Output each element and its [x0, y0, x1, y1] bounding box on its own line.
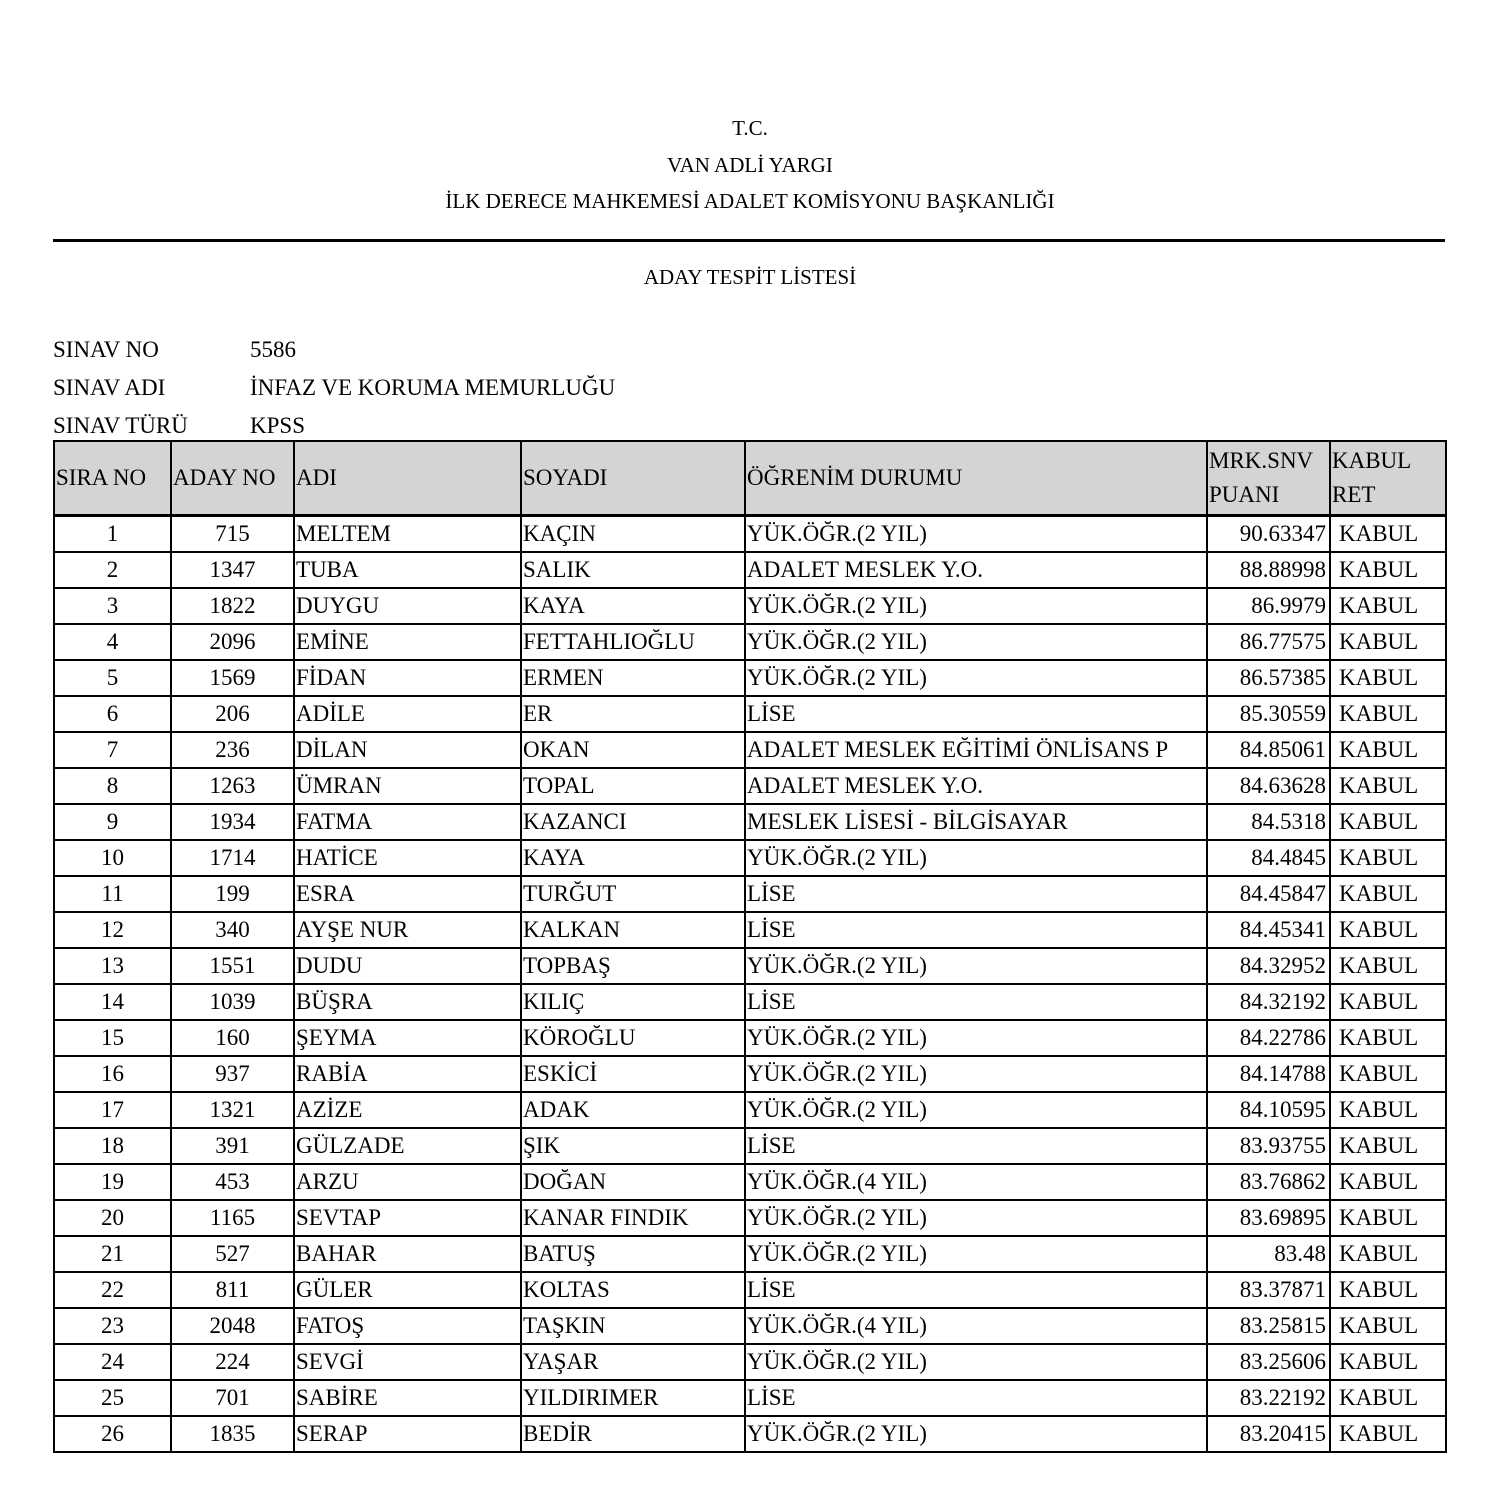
cell-puan: 84.32192 — [1207, 984, 1330, 1020]
table-row — [54, 588, 1446, 624]
cell-puan: 83.37871 — [1207, 1272, 1330, 1308]
cell-adi: DUDU — [294, 948, 521, 984]
cell-sira-no: 16 — [54, 1056, 171, 1092]
cell-puan: 88.88998 — [1207, 552, 1330, 588]
cell-kabul-ret: KABUL — [1330, 1020, 1446, 1056]
cell-kabul-ret: KABUL — [1330, 732, 1446, 768]
cell-sira-no: 22 — [54, 1272, 171, 1308]
cell-ogrenim: LİSE — [745, 1128, 1207, 1164]
cell-adi: MELTEM — [294, 516, 521, 553]
cell-puan: 84.14788 — [1207, 1056, 1330, 1092]
table-row — [54, 1164, 1446, 1200]
cell-kabul-ret: KABUL — [1330, 1056, 1446, 1092]
cell-puan: 83.20415 — [1207, 1416, 1330, 1452]
cell-puan: 83.25815 — [1207, 1308, 1330, 1344]
table-row — [54, 876, 1446, 912]
cell-ogrenim: YÜK.ÖĞR.(2 YIL) — [745, 1416, 1207, 1452]
cell-kabul-ret: KABUL — [1330, 696, 1446, 732]
cell-soyadi: KAÇIN — [521, 516, 745, 553]
cell-sira-no: 3 — [54, 588, 171, 624]
cell-aday-no: 199 — [171, 876, 294, 912]
cell-puan: 86.9979 — [1207, 588, 1330, 624]
exam-type-row — [53, 413, 305, 439]
cell-adi: FATOŞ — [294, 1308, 521, 1344]
col-header-adi: ADI — [294, 441, 521, 516]
cell-kabul-ret: KABUL — [1330, 588, 1446, 624]
cell-puan: 90.63347 — [1207, 516, 1330, 553]
header-divider — [53, 239, 1445, 242]
cell-ogrenim: YÜK.ÖĞR.(4 YIL) — [745, 1164, 1207, 1200]
cell-soyadi: KANAR FINDIK — [521, 1200, 745, 1236]
cell-sira-no: 17 — [54, 1092, 171, 1128]
cell-kabul-ret: KABUL — [1330, 1092, 1446, 1128]
table-row — [54, 516, 1446, 553]
cell-kabul-ret: KABUL — [1330, 1416, 1446, 1452]
cell-puan: 84.45847 — [1207, 876, 1330, 912]
cell-aday-no: 1039 — [171, 984, 294, 1020]
cell-puan: 85.30559 — [1207, 696, 1330, 732]
cell-sira-no: 2 — [54, 552, 171, 588]
cell-adi: HATİCE — [294, 840, 521, 876]
cell-soyadi: ADAK — [521, 1092, 745, 1128]
cell-puan: 83.69895 — [1207, 1200, 1330, 1236]
table-row — [54, 1200, 1446, 1236]
cell-puan: 84.45341 — [1207, 912, 1330, 948]
cell-sira-no: 26 — [54, 1416, 171, 1452]
cell-adi: FATMA — [294, 804, 521, 840]
table-row — [54, 768, 1446, 804]
cell-sira-no: 9 — [54, 804, 171, 840]
cell-sira-no: 10 — [54, 840, 171, 876]
cell-aday-no: 2096 — [171, 624, 294, 660]
table-row — [54, 660, 1446, 696]
cell-soyadi: OKAN — [521, 732, 745, 768]
cell-kabul-ret: KABUL — [1330, 1200, 1446, 1236]
cell-soyadi: DOĞAN — [521, 1164, 745, 1200]
cell-puan: 84.10595 — [1207, 1092, 1330, 1128]
cell-aday-no: 1263 — [171, 768, 294, 804]
cell-adi: ARZU — [294, 1164, 521, 1200]
table-row — [54, 1416, 1446, 1452]
cell-aday-no: 236 — [171, 732, 294, 768]
exam-no-label: SINAV NO — [53, 337, 159, 362]
cell-soyadi: TURĞUT — [521, 876, 745, 912]
cell-puan: 83.76862 — [1207, 1164, 1330, 1200]
table-row — [54, 1020, 1446, 1056]
cell-ogrenim: ADALET MESLEK Y.O. — [745, 768, 1207, 804]
table-row — [54, 732, 1446, 768]
table-row — [54, 624, 1446, 660]
cell-aday-no: 937 — [171, 1056, 294, 1092]
cell-ogrenim: ADALET MESLEK EĞİTİMİ ÖNLİSANS P — [745, 732, 1207, 768]
cell-aday-no: 1835 — [171, 1416, 294, 1452]
cell-ogrenim: YÜK.ÖĞR.(2 YIL) — [745, 1200, 1207, 1236]
cell-ogrenim: LİSE — [745, 1380, 1207, 1416]
header-tc: T.C. — [732, 116, 768, 140]
cell-soyadi: TOPBAŞ — [521, 948, 745, 984]
cell-sira-no: 14 — [54, 984, 171, 1020]
cell-sira-no: 5 — [54, 660, 171, 696]
cell-adi: SERAP — [294, 1416, 521, 1452]
cell-puan: 84.4845 — [1207, 840, 1330, 876]
cell-puan: 86.57385 — [1207, 660, 1330, 696]
cell-ogrenim: LİSE — [745, 1272, 1207, 1308]
cell-aday-no: 1569 — [171, 660, 294, 696]
table-row — [54, 804, 1446, 840]
table-row — [54, 552, 1446, 588]
cell-sira-no: 23 — [54, 1308, 171, 1344]
col-header-kabul-line2: RET — [1332, 482, 1376, 507]
table-row — [54, 912, 1446, 948]
cell-adi: GÜLER — [294, 1272, 521, 1308]
cell-puan: 84.22786 — [1207, 1020, 1330, 1056]
cell-puan: 83.48 — [1207, 1236, 1330, 1272]
cell-soyadi: KOLTAS — [521, 1272, 745, 1308]
cell-kabul-ret: KABUL — [1330, 1272, 1446, 1308]
cell-ogrenim: YÜK.ÖĞR.(2 YIL) — [745, 948, 1207, 984]
cell-soyadi: KÖROĞLU — [521, 1020, 745, 1056]
exam-no-value: 5586 — [250, 337, 296, 362]
cell-soyadi: BEDİR — [521, 1416, 745, 1452]
cell-ogrenim: YÜK.ÖĞR.(2 YIL) — [745, 1020, 1207, 1056]
cell-ogrenim: LİSE — [745, 984, 1207, 1020]
cell-aday-no: 1714 — [171, 840, 294, 876]
exam-no-row — [53, 337, 296, 363]
cell-kabul-ret: KABUL — [1330, 624, 1446, 660]
cell-ogrenim: YÜK.ÖĞR.(2 YIL) — [745, 660, 1207, 696]
cell-adi: FİDAN — [294, 660, 521, 696]
cell-adi: DİLAN — [294, 732, 521, 768]
cell-aday-no: 1934 — [171, 804, 294, 840]
cell-sira-no: 7 — [54, 732, 171, 768]
table-row — [54, 840, 1446, 876]
cell-kabul-ret: KABUL — [1330, 804, 1446, 840]
exam-type-value: KPSS — [250, 413, 305, 438]
cell-kabul-ret: KABUL — [1330, 1236, 1446, 1272]
cell-ogrenim: YÜK.ÖĞR.(2 YIL) — [745, 1056, 1207, 1092]
cell-adi: BAHAR — [294, 1236, 521, 1272]
cell-puan: 84.85061 — [1207, 732, 1330, 768]
cell-kabul-ret: KABUL — [1330, 768, 1446, 804]
cell-puan: 86.77575 — [1207, 624, 1330, 660]
cell-puan: 84.32952 — [1207, 948, 1330, 984]
table-header-row — [54, 441, 1446, 516]
cell-aday-no: 527 — [171, 1236, 294, 1272]
cell-kabul-ret: KABUL — [1330, 1380, 1446, 1416]
cell-adi: ADİLE — [294, 696, 521, 732]
cell-ogrenim: LİSE — [745, 696, 1207, 732]
cell-sira-no: 8 — [54, 768, 171, 804]
cell-aday-no: 206 — [171, 696, 294, 732]
cell-adi: ESRA — [294, 876, 521, 912]
cell-sira-no: 15 — [54, 1020, 171, 1056]
cell-kabul-ret: KABUL — [1330, 1308, 1446, 1344]
cell-ogrenim: ADALET MESLEK Y.O. — [745, 552, 1207, 588]
cell-adi: EMİNE — [294, 624, 521, 660]
cell-adi: GÜLZADE — [294, 1128, 521, 1164]
cell-ogrenim: YÜK.ÖĞR.(2 YIL) — [745, 1236, 1207, 1272]
table-row — [54, 948, 1446, 984]
cell-aday-no: 453 — [171, 1164, 294, 1200]
cell-soyadi: ŞIK — [521, 1128, 745, 1164]
col-header-soyadi: SOYADI — [521, 441, 745, 516]
cell-kabul-ret: KABUL — [1330, 948, 1446, 984]
cell-adi: SEVGİ — [294, 1344, 521, 1380]
cell-soyadi: TOPAL — [521, 768, 745, 804]
cell-ogrenim: YÜK.ÖĞR.(2 YIL) — [745, 516, 1207, 553]
cell-puan: 83.25606 — [1207, 1344, 1330, 1380]
cell-kabul-ret: KABUL — [1330, 984, 1446, 1020]
cell-soyadi: ESKİCİ — [521, 1056, 745, 1092]
cell-soyadi: ERMEN — [521, 660, 745, 696]
candidate-table — [53, 440, 1447, 1453]
cell-aday-no: 224 — [171, 1344, 294, 1380]
cell-soyadi: KAYA — [521, 840, 745, 876]
col-header-puan — [1207, 441, 1330, 516]
cell-aday-no: 391 — [171, 1128, 294, 1164]
cell-ogrenim: YÜK.ÖĞR.(2 YIL) — [745, 1344, 1207, 1380]
cell-aday-no: 160 — [171, 1020, 294, 1056]
cell-adi: AYŞE NUR — [294, 912, 521, 948]
cell-aday-no: 1347 — [171, 552, 294, 588]
col-header-kabul-line1: KABUL — [1332, 448, 1412, 473]
cell-kabul-ret: KABUL — [1330, 1344, 1446, 1380]
cell-kabul-ret: KABUL — [1330, 1128, 1446, 1164]
cell-adi: SABİRE — [294, 1380, 521, 1416]
cell-sira-no: 25 — [54, 1380, 171, 1416]
table-row — [54, 696, 1446, 732]
cell-aday-no: 1165 — [171, 1200, 294, 1236]
cell-adi: BÜŞRA — [294, 984, 521, 1020]
cell-kabul-ret: KABUL — [1330, 912, 1446, 948]
exam-type-label: SINAV TÜRÜ — [53, 413, 188, 438]
cell-sira-no: 6 — [54, 696, 171, 732]
cell-sira-no: 19 — [54, 1164, 171, 1200]
table-row — [54, 1344, 1446, 1380]
cell-adi: ÜMRAN — [294, 768, 521, 804]
cell-soyadi: KILIÇ — [521, 984, 745, 1020]
cell-kabul-ret: KABUL — [1330, 516, 1446, 553]
cell-ogrenim: MESLEK LİSESİ - BİLGİSAYAR — [745, 804, 1207, 840]
exam-name-label: SINAV ADI — [53, 375, 166, 400]
cell-ogrenim: LİSE — [745, 912, 1207, 948]
cell-aday-no: 715 — [171, 516, 294, 553]
cell-ogrenim: YÜK.ÖĞR.(2 YIL) — [745, 840, 1207, 876]
cell-aday-no: 1321 — [171, 1092, 294, 1128]
cell-aday-no: 340 — [171, 912, 294, 948]
cell-adi: ŞEYMA — [294, 1020, 521, 1056]
cell-soyadi: SALIK — [521, 552, 745, 588]
cell-soyadi: KAYA — [521, 588, 745, 624]
cell-adi: RABİA — [294, 1056, 521, 1092]
cell-soyadi: TAŞKIN — [521, 1308, 745, 1344]
cell-ogrenim: YÜK.ÖĞR.(2 YIL) — [745, 624, 1207, 660]
cell-aday-no: 1551 — [171, 948, 294, 984]
cell-soyadi: KAZANCI — [521, 804, 745, 840]
col-header-kabul-ret — [1330, 441, 1446, 516]
cell-adi: SEVTAP — [294, 1200, 521, 1236]
cell-kabul-ret: KABUL — [1330, 660, 1446, 696]
cell-ogrenim: YÜK.ÖĞR.(4 YIL) — [745, 1308, 1207, 1344]
cell-kabul-ret: KABUL — [1330, 552, 1446, 588]
cell-sira-no: 20 — [54, 1200, 171, 1236]
header-commission: İLK DERECE MAHKEMESİ ADALET KOMİSYONU BAŞKANLIĞI — [445, 189, 1055, 213]
col-header-ogrenim: ÖĞRENİM DURUMU — [745, 441, 1207, 516]
col-header-puan-line1: MRK.SNV — [1209, 448, 1314, 473]
table-row — [54, 1380, 1446, 1416]
cell-puan: 83.22192 — [1207, 1380, 1330, 1416]
cell-sira-no: 4 — [54, 624, 171, 660]
cell-sira-no: 1 — [54, 516, 171, 553]
cell-aday-no: 1822 — [171, 588, 294, 624]
exam-name-row — [53, 375, 615, 401]
cell-sira-no: 12 — [54, 912, 171, 948]
table-row — [54, 1056, 1446, 1092]
cell-soyadi: KALKAN — [521, 912, 745, 948]
cell-soyadi: ER — [521, 696, 745, 732]
table-row — [54, 1308, 1446, 1344]
table-row — [54, 984, 1446, 1020]
table-row — [54, 1092, 1446, 1128]
cell-sira-no: 21 — [54, 1236, 171, 1272]
cell-puan: 84.5318 — [1207, 804, 1330, 840]
table-row — [54, 1272, 1446, 1308]
col-header-puan-line2: PUANI — [1209, 482, 1280, 507]
table-row — [54, 1128, 1446, 1164]
cell-soyadi: YILDIRIMER — [521, 1380, 745, 1416]
header-court: VAN ADLİ YARGI — [667, 153, 833, 177]
cell-adi: DUYGU — [294, 588, 521, 624]
cell-ogrenim: LİSE — [745, 876, 1207, 912]
cell-ogrenim: YÜK.ÖĞR.(2 YIL) — [745, 588, 1207, 624]
exam-name-value: İNFAZ VE KORUMA MEMURLUĞU — [250, 375, 616, 400]
cell-soyadi: FETTAHLIOĞLU — [521, 624, 745, 660]
cell-kabul-ret: KABUL — [1330, 876, 1446, 912]
cell-sira-no: 13 — [54, 948, 171, 984]
cell-adi: TUBA — [294, 552, 521, 588]
cell-soyadi: YAŞAR — [521, 1344, 745, 1380]
cell-aday-no: 701 — [171, 1380, 294, 1416]
cell-kabul-ret: KABUL — [1330, 1164, 1446, 1200]
cell-adi: AZİZE — [294, 1092, 521, 1128]
table-row — [54, 1236, 1446, 1272]
cell-puan: 83.93755 — [1207, 1128, 1330, 1164]
cell-puan: 84.63628 — [1207, 768, 1330, 804]
list-title: ADAY TESPİT LİSTESİ — [643, 265, 857, 289]
col-header-sira-no: SIRA NO — [54, 441, 171, 516]
cell-sira-no: 18 — [54, 1128, 171, 1164]
cell-soyadi: BATUŞ — [521, 1236, 745, 1272]
cell-aday-no: 811 — [171, 1272, 294, 1308]
cell-aday-no: 2048 — [171, 1308, 294, 1344]
cell-sira-no: 24 — [54, 1344, 171, 1380]
cell-kabul-ret: KABUL — [1330, 840, 1446, 876]
cell-ogrenim: YÜK.ÖĞR.(2 YIL) — [745, 1092, 1207, 1128]
col-header-aday-no: ADAY NO — [171, 441, 294, 516]
cell-sira-no: 11 — [54, 876, 171, 912]
